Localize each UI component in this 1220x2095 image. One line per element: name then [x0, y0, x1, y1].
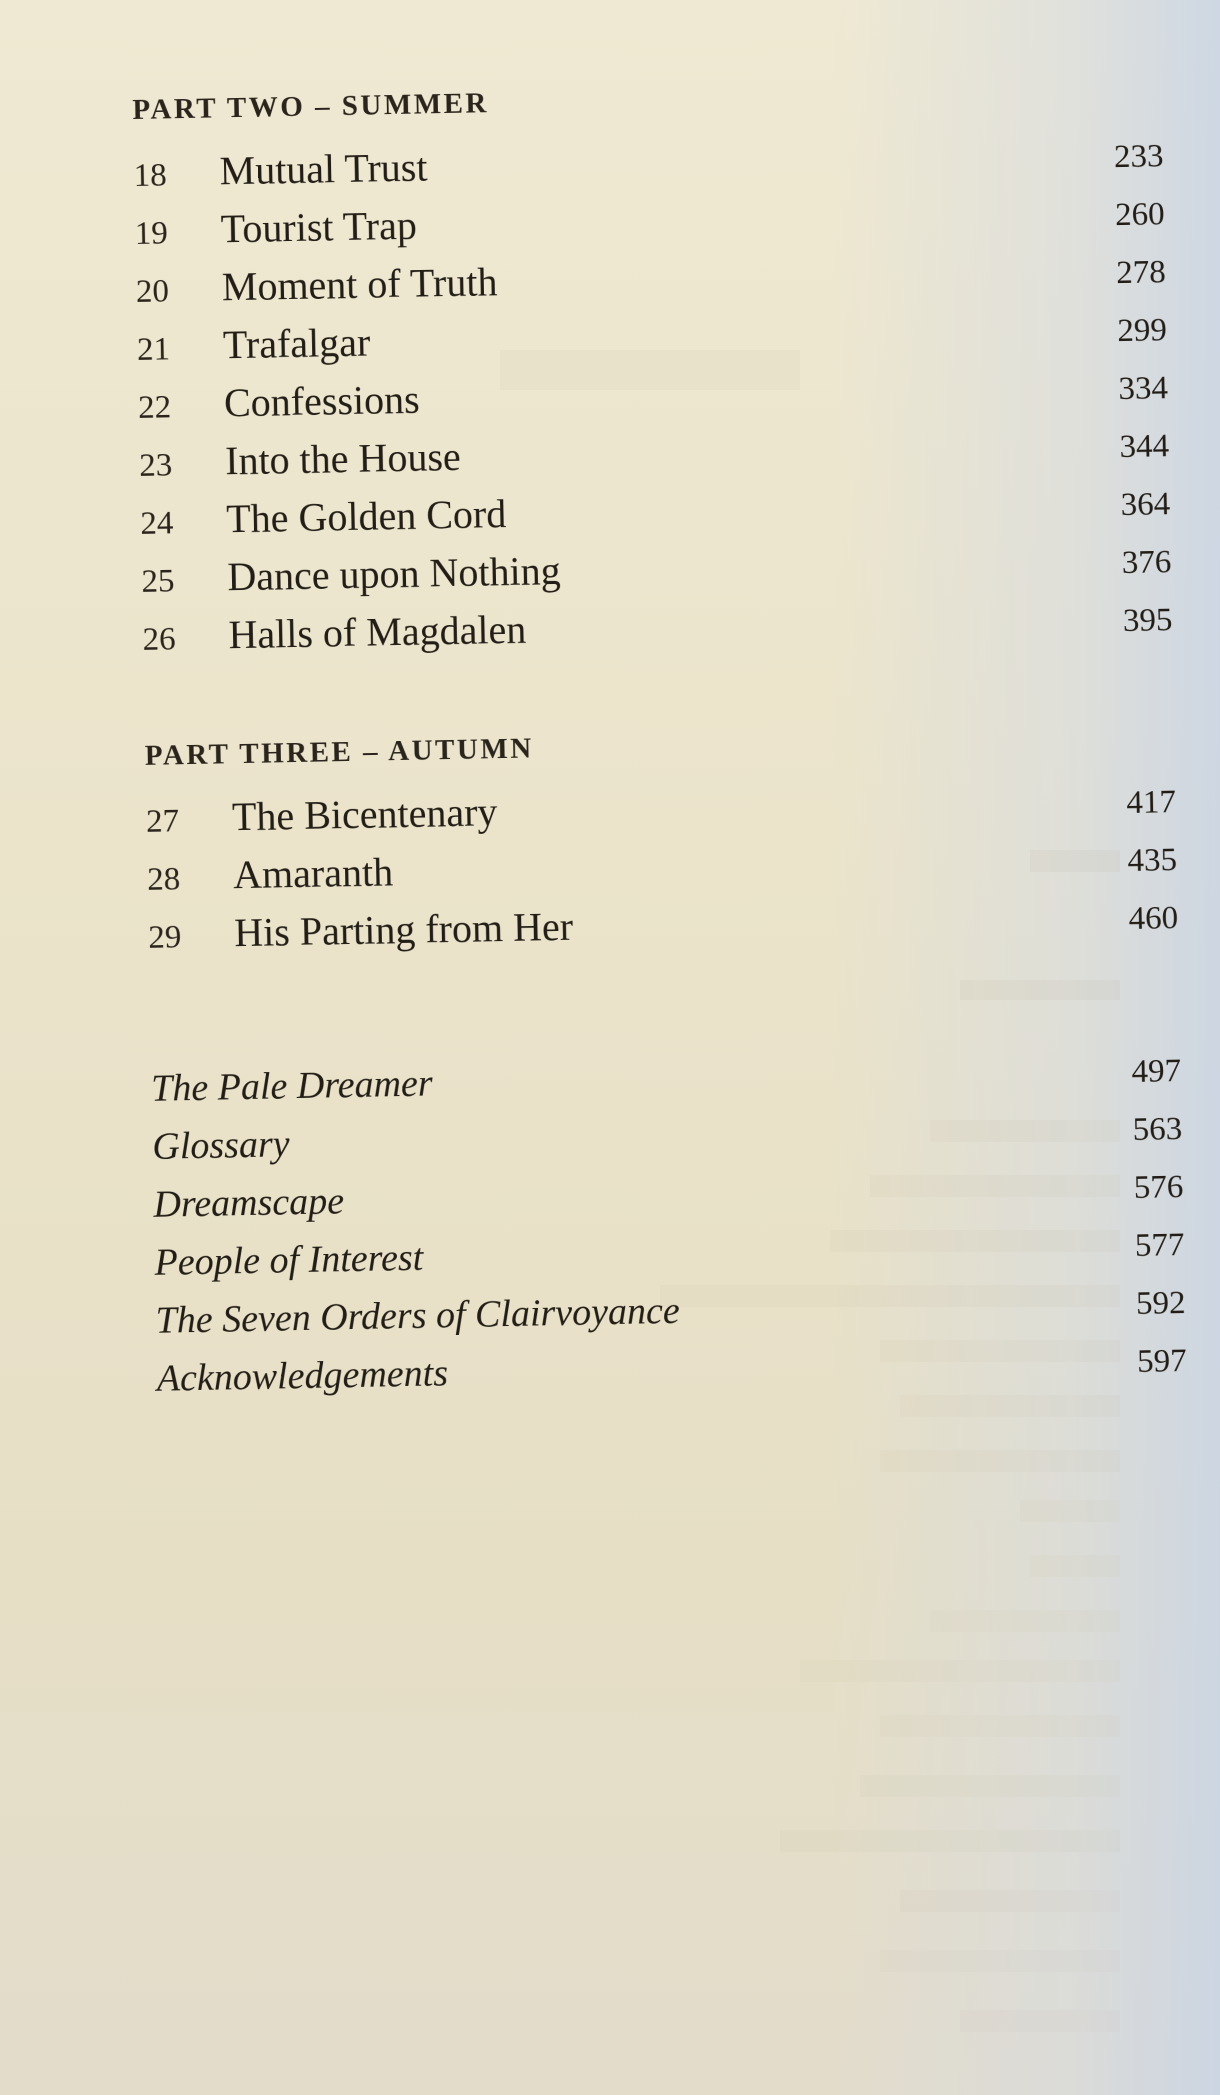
chapter-number: 28: [146, 861, 181, 898]
chapter-number: 23: [138, 447, 173, 484]
chapter-title: Trafalgar: [222, 319, 371, 368]
chapter-list: [145, 770, 1178, 964]
chapter-number: 29: [147, 919, 182, 956]
chapter-title: The Golden Cord: [225, 490, 507, 542]
appendix-section: [151, 1040, 1187, 1408]
page-number: 344: [1119, 428, 1170, 466]
page-number: 563: [1132, 1111, 1183, 1148]
chapter-title: Tourist Trap: [220, 202, 418, 252]
table-of-contents: [132, 68, 1187, 1408]
chapter-number: 25: [141, 563, 175, 600]
appendix-title: The Seven Orders of Clairvoyance: [155, 1289, 681, 1342]
chapter-title: Dance upon Nothing: [226, 547, 562, 600]
chapter-number: 20: [135, 273, 170, 310]
part-heading: PART THREE – AUTUMN: [144, 732, 534, 772]
page-number: 364: [1120, 486, 1171, 524]
chapter-title: Into the House: [224, 433, 462, 484]
page-number: 334: [1118, 370, 1169, 408]
chapter-number: 18: [133, 157, 168, 194]
appendix-title: People of Interest: [154, 1236, 424, 1284]
chapter-number: 21: [136, 331, 171, 368]
page-number: 497: [1131, 1053, 1182, 1090]
part-heading: PART TWO – SUMMER: [132, 87, 490, 126]
appendix-list: [151, 1040, 1187, 1408]
chapter-title: His Parting from Her: [233, 903, 574, 956]
chapter-number: 26: [142, 621, 176, 658]
chapter-title: Confessions: [223, 376, 421, 426]
page-number: 597: [1136, 1342, 1187, 1380]
chapter-number: 27: [145, 803, 180, 840]
appendix-title: The Pale Dreamer: [150, 1062, 433, 1110]
chapter-title: Mutual Trust: [219, 144, 428, 194]
part-three-section: [144, 714, 1178, 964]
page-number: 576: [1133, 1169, 1184, 1206]
page-number: 299: [1117, 312, 1168, 350]
page-number: 260: [1114, 196, 1165, 234]
page-number: 460: [1128, 900, 1179, 938]
part-two-section: [132, 68, 1173, 666]
appendix-title: Glossary: [151, 1123, 290, 1168]
page-number: 376: [1121, 544, 1172, 582]
page-number: 395: [1122, 602, 1173, 640]
page-number: 278: [1115, 254, 1167, 292]
page-number: 592: [1135, 1285, 1186, 1322]
page-number: 435: [1127, 842, 1178, 880]
appendix-title: Dreamscape: [153, 1180, 345, 1226]
appendix-title: Acknowledgements: [156, 1352, 449, 1400]
page-number: 233: [1113, 138, 1164, 176]
chapter-number: 19: [134, 215, 169, 252]
chapter-title: Moment of Truth: [221, 259, 498, 310]
chapter-title: The Bicentenary: [231, 789, 498, 840]
chapter-number: 22: [137, 389, 172, 426]
chapter-title: Halls of Magdalen: [228, 606, 527, 658]
chapter-number: 24: [140, 505, 174, 542]
chapter-list: [133, 124, 1173, 666]
page-number: 577: [1134, 1227, 1185, 1264]
chapter-title: Amaranth: [232, 849, 394, 898]
page-number: 417: [1126, 784, 1177, 822]
